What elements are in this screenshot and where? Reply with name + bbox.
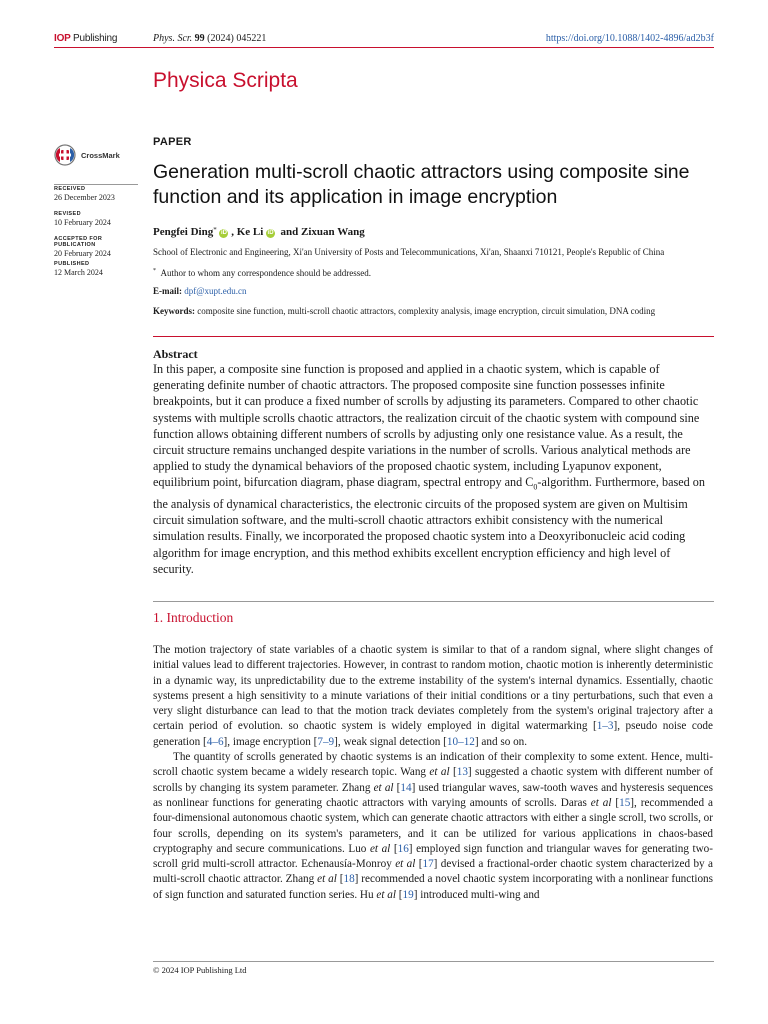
text-run: [ bbox=[449, 766, 457, 779]
crossmark-badge[interactable] bbox=[54, 143, 124, 167]
text-run: [ bbox=[336, 873, 344, 886]
volume: 99 bbox=[194, 33, 205, 44]
keywords-line bbox=[153, 306, 713, 316]
text-run: [ bbox=[390, 842, 398, 855]
author-list bbox=[153, 226, 365, 238]
italic-text: et al bbox=[373, 781, 394, 794]
history-divider bbox=[54, 184, 138, 185]
text-run: [ bbox=[393, 781, 401, 794]
crossmark-icon bbox=[54, 144, 76, 166]
citation-link[interactable]: 14 bbox=[400, 781, 412, 794]
history-date: 26 December 2023 bbox=[54, 193, 115, 202]
orcid-icon[interactable]: iD bbox=[220, 230, 227, 236]
italic-text: et al bbox=[376, 888, 396, 901]
text-run: ], weak signal detection [ bbox=[334, 735, 447, 748]
text-run: ] suggested a chaotic system with different number of scrolls by changing its system parameter. Zhang bbox=[153, 766, 713, 794]
footnote-marker: * bbox=[153, 268, 156, 274]
doi-link[interactable]: https://doi.org/10.1088/1402-4896/ad2b3f bbox=[545, 33, 714, 44]
publisher-brand: IOP bbox=[54, 33, 71, 44]
text-run: ] and so on. bbox=[474, 735, 528, 748]
text-run: [ bbox=[611, 796, 620, 809]
abstract-divider bbox=[153, 601, 714, 602]
text-run: ] recommended a novel chaotic system incorporating with a nonlinear functions of sign function and saturated function series. Hu bbox=[153, 873, 713, 901]
history-accepted bbox=[54, 236, 144, 258]
text-run: ] used triangular waves, saw-tooth waves and hysteresis sequences as nonlinear functions for generating chaotic attractors with varying amounts of scrolls. Daras bbox=[153, 781, 714, 809]
crossmark-label: CrossMark bbox=[81, 150, 120, 160]
text-run: [ bbox=[415, 858, 423, 871]
italic-text: et al bbox=[590, 796, 612, 809]
text-run: ] devised a fractional-order chaotic system characterized by a multi-scroll chaotic attractor. Zhang bbox=[153, 858, 713, 886]
citation-link[interactable]: 18 bbox=[343, 873, 355, 886]
abstract-heading: Abstract bbox=[153, 347, 198, 361]
text-run: The quantity of scrolls generated by chaotic systems is an indication of their complexity to some extent. Hence, multi-scroll chaotic system became a widely research topic. Wang bbox=[153, 751, 713, 779]
citation-link[interactable]: 4–6 bbox=[206, 735, 224, 748]
text-run: ], recommended a four-dimensional autonomous chaotic system, which can generate chaotic attractors with either a single scroll, two scrolls, or four scrolls, depending on its system's parameters, and it can be utilized for various applications in chaos-based cryptography and secure communications. Luo bbox=[153, 796, 713, 855]
citation-link[interactable]: 16 bbox=[397, 842, 409, 855]
text-run: ] introduced multi-wing and bbox=[413, 888, 540, 901]
author-name: Pengfei Ding bbox=[153, 226, 214, 238]
email-link[interactable]: dpf@xupt.edu.cn bbox=[184, 286, 247, 296]
publisher-name: Publishing bbox=[73, 33, 118, 44]
affiliation: School of Electronic and Engineering, Xi'an University of Posts and Telecommunications, Xi'an, Shaanxi 710121, People's Republic of China bbox=[153, 247, 665, 257]
year-issue: (2024) 045221 bbox=[207, 33, 267, 44]
history-date: 10 February 2024 bbox=[54, 218, 111, 227]
article-type: PAPER bbox=[153, 136, 192, 148]
keywords-label: Keywords: bbox=[153, 306, 195, 316]
history-revised bbox=[54, 211, 144, 227]
abstract-part: In this paper, a composite sine function is proposed and applied in a chaotic system, which is capable of generating definite number of chaotic attractors. The proposed composite sine function possesses infinite breakpoints, but it can produce a fixed number of scrolls by adjusting its parameters. Compared to other chaotic systems with multiple scrolls chaotic attractors, the realization circuit of the chaotic system with compound sine function allows obtaining different numbers of scrolls by adjusting only one resistance value. As a result, the circuit structure remains unchanged despite variations in the number of scrolls. Various analytical methods are applied to study the dynamical behaviors of the proposed chaotic system, including Lyapunov exponent, equilibrium point, bifurcation diagram, phase diagram, spectral entropy and C bbox=[153, 362, 700, 490]
author-name: and Zixuan Wang bbox=[280, 226, 365, 238]
italic-text: et al bbox=[369, 842, 391, 855]
introduction-body bbox=[153, 643, 713, 903]
section-divider bbox=[153, 336, 714, 337]
italic-text: et al bbox=[429, 766, 450, 779]
paragraph bbox=[153, 750, 713, 903]
header-divider bbox=[54, 47, 714, 48]
journal-abbrev: Phys. Scr. bbox=[153, 33, 193, 44]
citation-link[interactable]: 10–12 bbox=[446, 735, 475, 748]
text-run: ], image encryption [ bbox=[223, 735, 318, 748]
email-line bbox=[153, 286, 247, 296]
abstract-text bbox=[153, 361, 713, 577]
text-run: ], pseudo noise code generation [ bbox=[153, 720, 713, 748]
italic-text: et al bbox=[317, 873, 337, 886]
text-run: The motion trajectory of state variables of a chaotic system is similar to that of a random signal, where slight changes of initial values lead to different trajectories. However, in contrast to random motion, chaotic motion is inherently deterministic in a dynamic way, its unpredictability due to the extreme instability of the system's internal dynamics. Essentially, chaotic systems present a high sensitivity to a minute variations of their initial conditions or a tiny perturbations, such that even a very slight disturbance can lead to that the motion track deviates completely from the system's original trajectory after a certain period of evolution. so chaotic system is widely employed in digital watermarking [ bbox=[153, 644, 713, 733]
publisher-logo bbox=[54, 33, 117, 44]
paragraph bbox=[153, 643, 713, 750]
orcid-icon[interactable]: iD bbox=[267, 230, 274, 236]
citation-link[interactable]: 7–9 bbox=[317, 735, 335, 748]
corresponding-text: Author to whom any correspondence should be addressed. bbox=[160, 268, 371, 278]
journal-title: Physica Scripta bbox=[153, 69, 298, 92]
citation-link[interactable]: 19 bbox=[402, 888, 414, 901]
text-run: ] employed sign function and triangular waves for generating two-scroll grid multi-scroll attractor. Echenausía-Monroy bbox=[153, 842, 713, 871]
corresponding-marker: * bbox=[213, 226, 217, 234]
article-title: Generation multi-scroll chaotic attractors using composite sine function and its application in image encryption bbox=[153, 161, 690, 208]
citation-link[interactable]: 17 bbox=[422, 858, 434, 871]
abstract-subscript: 0 bbox=[533, 482, 538, 492]
text-run: [ bbox=[395, 888, 403, 901]
author-name: , Ke Li bbox=[231, 226, 264, 238]
history-label: ACCEPTED FOR PUBLICATION bbox=[54, 236, 103, 248]
footer-divider bbox=[153, 961, 714, 962]
history-label: REVISED bbox=[54, 211, 81, 217]
section-heading: 1. Introduction bbox=[153, 610, 234, 625]
copyright: © 2024 IOP Publishing Ltd bbox=[153, 965, 247, 975]
citation-line bbox=[153, 33, 266, 44]
email-label: E-mail: bbox=[153, 286, 182, 296]
citation-link[interactable]: 13 bbox=[456, 766, 468, 779]
history-label: RECEIVED bbox=[54, 186, 86, 192]
corresponding-note bbox=[153, 268, 371, 278]
history-label: PUBLISHED bbox=[54, 261, 90, 267]
history-published bbox=[54, 261, 144, 277]
history-received bbox=[54, 186, 144, 202]
citation-link[interactable]: 15 bbox=[619, 796, 631, 809]
citation-link[interactable]: 1–3 bbox=[596, 720, 614, 733]
italic-text: et al bbox=[395, 858, 416, 871]
history-date: 20 February 2024 bbox=[54, 249, 111, 258]
history-date: 12 March 2024 bbox=[54, 268, 103, 277]
abstract-part: -algorithm. Furthermore, based on the analysis of dynamical characteristics, the electronic circuits of the proposed system are given on Multisim circuit simulation software, and the multi-scroll chaotic attractors exhibit consistency with the numerical simulation results. Finally, we incorporated the proposed chaotic system into a Deoxyribonucleic acid coding algorithm for image encryption, and this method exhibits excellent encryption efficiency and high level of security. bbox=[153, 475, 705, 576]
keywords-text: composite sine function, multi-scroll chaotic attractors, complexity analysis, image encryption, circuit simulation, DNA coding bbox=[197, 306, 656, 316]
